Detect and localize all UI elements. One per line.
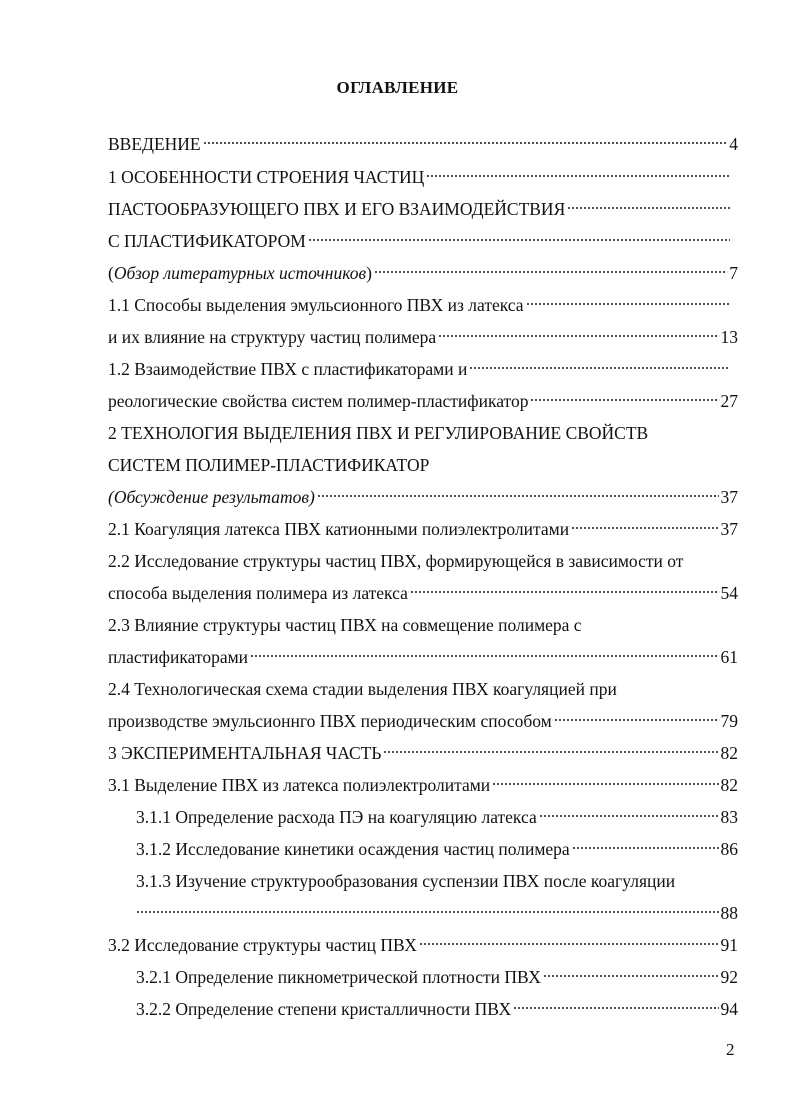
- toc-entry-page: 92: [720, 967, 738, 987]
- toc-entry-page: 4: [729, 134, 738, 154]
- toc-entry-text: С ПЛАСТИФИКАТОРОМ: [108, 231, 306, 251]
- toc-entry: [108, 549, 738, 573]
- toc-entry-page: 7: [729, 263, 738, 283]
- toc-leader: [469, 365, 730, 371]
- toc-leader: [554, 717, 719, 723]
- toc-entry-text: 2.1 Коагуляция латекса ПВХ катионными полиэлектролитами: [108, 519, 570, 539]
- toc-entry-text: 3.2 Исследование структуры частиц ПВХ: [108, 935, 417, 955]
- toc-entry: [136, 965, 738, 989]
- toc-entry: [108, 709, 738, 733]
- toc-entry-text: 2.3 Влияние структуры частиц ПВХ на совмещение полимера с: [108, 615, 582, 635]
- toc-entry-text: (Обсуждение результатов): [108, 487, 315, 507]
- toc-entry-page: 86: [720, 839, 738, 859]
- toc-leader: [513, 1005, 718, 1011]
- toc-leader: [136, 909, 719, 915]
- toc-entry-text: ВВЕДЕНИЕ: [108, 134, 201, 154]
- toc-entry-text: реологические свойства систем полимер-пластификатор: [108, 391, 529, 411]
- toc-entry: [108, 677, 738, 701]
- toc-entry: [108, 741, 738, 765]
- toc-entry: [136, 901, 738, 925]
- toc-entry-page: 61: [720, 647, 738, 667]
- toc-entry-text: 1.2 Взаимодействие ПВХ с пластификаторами и: [108, 359, 468, 379]
- toc-entry-page: 54: [720, 583, 738, 603]
- toc-entry-text: 2.4 Технологическая схема стадии выделения ПВХ коагуляцией при: [108, 679, 617, 699]
- toc-entry-text: 3.1.1 Определение расхода ПЭ на коагуляцию латекса: [136, 807, 537, 827]
- toc-leader: [308, 237, 730, 243]
- toc-entry-text: 3.1 Выделение ПВХ из латекса полиэлектролитами: [108, 775, 491, 795]
- toc-entry-page: 91: [720, 935, 738, 955]
- toc-entry: [136, 997, 738, 1021]
- toc-entry: [108, 613, 738, 637]
- toc-entry: [136, 837, 738, 861]
- toc-entry-page: 88: [720, 903, 738, 923]
- toc-leader: [539, 813, 719, 819]
- toc-entry: [108, 293, 732, 317]
- toc-leader: [572, 845, 719, 851]
- toc-leader: [374, 269, 727, 275]
- toc-entry: [108, 645, 738, 669]
- toc-entry: [108, 261, 738, 285]
- toc-entry-text: 1.1 Способы выделения эмульсионного ПВХ из латекса: [108, 295, 524, 315]
- toc-entry-text: СИСТЕМ ПОЛИМЕР-ПЛАСТИФИКАТОР: [108, 455, 430, 475]
- page-title: ОГЛАВЛЕНИЕ: [336, 78, 459, 97]
- toc-entry-page: 37: [720, 519, 738, 539]
- toc-entry: [108, 421, 738, 445]
- toc-leader: [526, 301, 730, 307]
- toc-entry-text: 2.2 Исследование структуры частиц ПВХ, формирующейся в зависимости от: [108, 551, 684, 571]
- toc-entry-text: способа выделения полимера из латекса: [108, 583, 408, 603]
- toc-entry: [108, 581, 738, 605]
- toc-leader: [543, 973, 719, 979]
- toc-leader: [203, 140, 728, 146]
- toc-entry: [136, 805, 738, 829]
- toc-entry-text: пластификаторами: [108, 647, 249, 667]
- toc-entry-page: 82: [720, 743, 738, 763]
- toc-entry-text: ПАСТООБРАЗУЮЩЕГО ПВХ И ЕГО ВЗАИМОДЕЙСТВИЯ: [108, 199, 566, 219]
- toc-entry-text: 3.2.1 Определение пикнометрической плотности ПВХ: [136, 967, 541, 987]
- toc-entry-text: 3.1.2 Исследование кинетики осаждения частиц полимера: [136, 839, 570, 859]
- toc-entry: [108, 325, 738, 349]
- toc-entry: [108, 357, 732, 381]
- toc-entry-text: (Обзор литературных источников): [108, 263, 372, 283]
- toc-leader: [410, 589, 719, 595]
- toc-entry-page: 13: [720, 327, 738, 347]
- toc-entry: [108, 165, 732, 189]
- toc-leader: [426, 173, 730, 179]
- toc-entry: [108, 933, 738, 957]
- toc-entry: [108, 197, 732, 221]
- toc-leader: [383, 749, 718, 755]
- toc-leader: [419, 941, 719, 947]
- toc-entry-page: 27: [720, 391, 738, 411]
- toc-entry-text: 2 ТЕХНОЛОГИЯ ВЫДЕЛЕНИЯ ПВХ И РЕГУЛИРОВАНИЕ СВОЙСТВ: [108, 423, 649, 443]
- toc-entry: [136, 869, 738, 893]
- toc-entry: [108, 389, 738, 413]
- toc-entry-page: 82: [720, 775, 738, 795]
- toc-entry-page: 37: [720, 487, 738, 507]
- toc-leader: [250, 653, 718, 659]
- toc-leader: [317, 493, 719, 499]
- toc-leader: [567, 205, 730, 211]
- toc-entry-text: производстве эмульсионнго ПВХ периодическим способом: [108, 711, 552, 731]
- toc-entry-page: 83: [720, 807, 738, 827]
- toc-entry-page: 94: [720, 999, 738, 1019]
- toc-leader: [571, 525, 718, 531]
- toc-entry: [108, 132, 738, 156]
- page-number: 2: [726, 1040, 735, 1059]
- toc-entry-text: 1 ОСОБЕННОСТИ СТРОЕНИЯ ЧАСТИЦ: [108, 167, 425, 187]
- toc-leader: [438, 333, 718, 339]
- toc-entry: [108, 773, 738, 797]
- toc-entry: [108, 485, 738, 509]
- toc-entry: [108, 517, 738, 541]
- toc-entry-page: 79: [720, 711, 738, 731]
- toc-entry: [108, 453, 738, 477]
- toc-entry-text: 3.2.2 Определение степени кристалличности ПВХ: [136, 999, 512, 1019]
- toc-entry-text: и их влияние на структуру частиц полимера: [108, 327, 437, 347]
- toc-entry: [108, 229, 732, 253]
- toc-leader: [492, 781, 718, 787]
- toc-entry-text: 3 ЭКСПЕРИМЕНТАЛЬНАЯ ЧАСТЬ: [108, 743, 382, 763]
- toc-leader: [530, 397, 718, 403]
- toc-entry-text: 3.1.3 Изучение структурообразования суспензии ПВХ после коагуляции: [136, 871, 676, 891]
